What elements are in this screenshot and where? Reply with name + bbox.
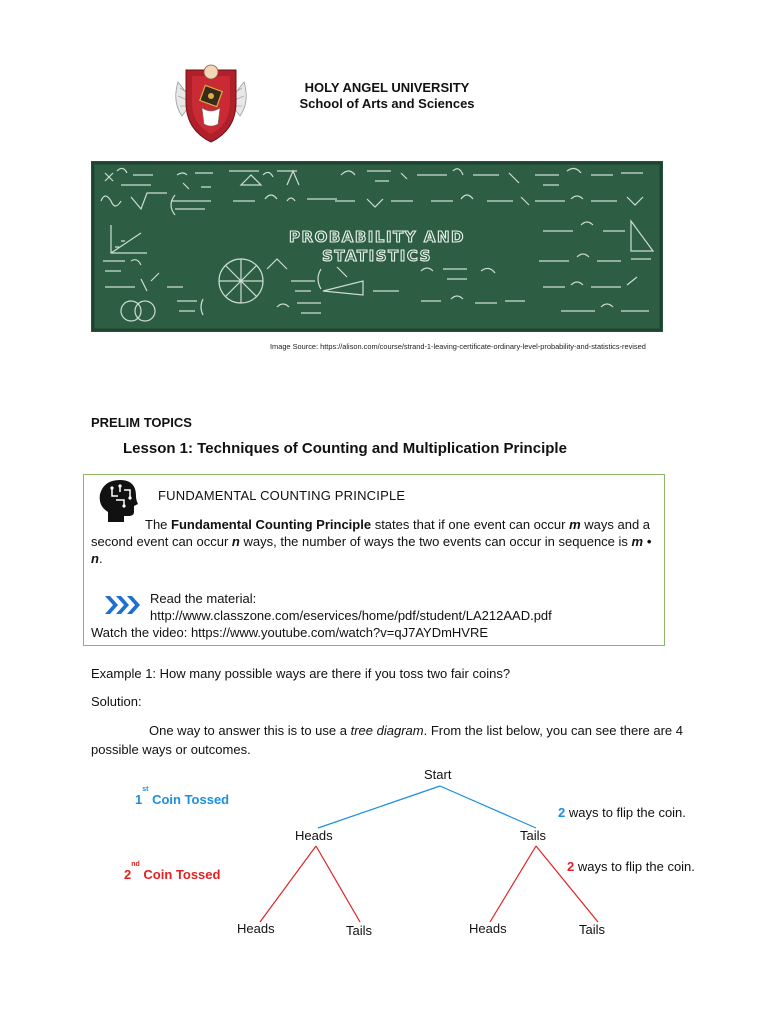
section-heading: PRELIM TOPICS: [91, 415, 192, 430]
read-material-link[interactable]: http://www.classzone.com/eservices/home/pdf/student/LA212AAD.pdf: [150, 608, 552, 623]
fcp-title: FUNDAMENTAL COUNTING PRINCIPLE: [158, 488, 406, 503]
banner-line1: PROBABILITY AND: [289, 228, 465, 246]
tree-node-tails-1: Tails: [520, 828, 547, 843]
level2-ways-note: 2 ways to flip the coin.: [567, 859, 695, 874]
example-question: Example 1: How many possible ways are there if you toss two fair coins?: [91, 666, 511, 681]
university-seal-logo: [172, 62, 250, 146]
double-chevron-right-icon: [103, 594, 141, 616]
fcp-definition: The Fundamental Counting Principle states that if one event can occur m ways and a second event can occur n ways, the number of ways the two events can occur in sequence is m • n.: [91, 517, 652, 566]
university-name: HOLY ANGEL UNIVERSITY: [304, 80, 470, 95]
second-coin-label: 2nd Coin Tossed: [124, 861, 221, 882]
probability-statistics-chalkboard-image: [91, 161, 663, 332]
branch-tails-heads: [490, 846, 536, 922]
tree-node-heads-1: Heads: [295, 828, 333, 843]
branch-tails-tails: [536, 846, 598, 922]
first-coin-label: 1st Coin Tossed: [135, 786, 230, 807]
school-name: School of Arts and Sciences: [299, 96, 475, 111]
university-header: [282, 80, 492, 112]
branch-heads-heads: [260, 846, 316, 922]
tree-node-start: Start: [424, 767, 452, 782]
branch-start-tails: [440, 786, 536, 828]
branch-heads-tails: [316, 846, 360, 922]
tree-leaf-heads-tails: Tails: [346, 923, 373, 938]
level1-ways-note: 2 ways to flip the coin.: [558, 805, 686, 820]
solution-label: Solution:: [91, 694, 142, 709]
tree-leaf-tails-heads: Heads: [469, 921, 507, 936]
banner-line2: STATISTICS: [322, 247, 432, 265]
tree-leaf-tails-tails: Tails: [579, 922, 606, 937]
lesson-title: Lesson 1: Techniques of Counting and Multiplication Principle: [123, 440, 567, 457]
image-source-caption: Image Source: https://alison.com/course/strand-1-leaving-certificate-ordinary-level-probability-and-statistics-revised: [270, 342, 646, 351]
tree-leaf-heads-heads: Heads: [237, 921, 275, 936]
read-material-label: Read the material:: [150, 591, 257, 606]
watch-video-link[interactable]: Watch the video: https://www.youtube.com/watch?v=qJ7AYDmHVRE: [91, 625, 489, 640]
branch-start-heads: [318, 786, 440, 828]
solution-paragraph: One way to answer this is to use a tree diagram. From the list below, you can see there are 4 possible ways or outcomes.: [91, 723, 684, 757]
